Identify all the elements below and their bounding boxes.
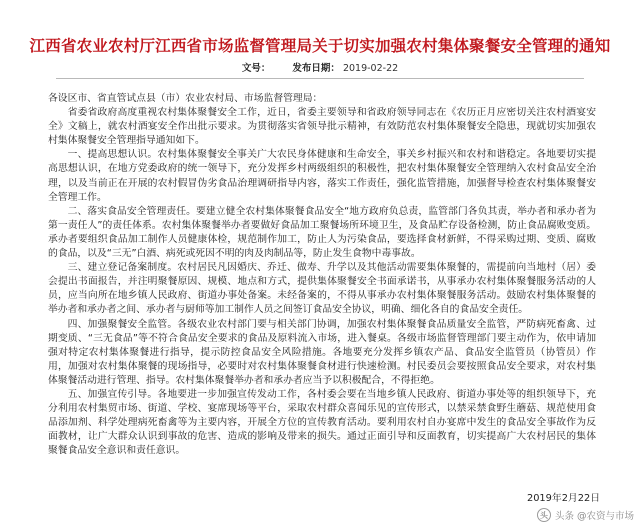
- date-value: 2019-02-22: [342, 63, 399, 74]
- date-label: 发布日期：: [292, 63, 340, 74]
- document-meta: [0, 60, 640, 74]
- paragraph-4: 四、加强聚餐安全监管。各级农业农村部门要与相关部门协调，加强农村集体聚餐食品质量安全监管，严防病死畜禽、过期变质、“三无食品”等不符合食品安全要求的食品及原料流入市场，进入餐桌。各级市场监督管理部门要主动作为，依申请加强对特定农村集体聚餐进行指导，提示防控食品安全风险措施。各地要充分发挥乡镇农产品、食品安全监管员（协管员）作用，加强对农村集体聚餐的现场指导，必要时对农村集体聚餐食材进行快速检测。村民委员会要按照食品安全要求，对农村集体聚餐活动进行管理、指导。农村集体聚餐举办者和承办者应当予以积极配合，不得拒绝。: [48, 318, 596, 386]
- watermark-text: 头条 @农资与市场: [554, 511, 634, 522]
- paragraph-5: 五、加强宣传引导。各地要进一步加强宣传发动工作，各村委会要在当地乡镇人民政府、街道办事处等的组织领导下，充分利用农村集贸市场、街道、学校、宴席现场等平台，采取农村群众喜闻乐见的宣传形式，以禁采禁食野生蘑菇、规范使用食品添加剂、科学处理病死畜禽等为主要内容，开展全方位的宣传教育活动。要利用农村自办宴席中发生的食品安全事故作为反面教材，让广大群众认识到事故的危害、造成的影响及带来的损失。通过正面引导和反面教育，切实提高广大农村居民的集体聚餐食品安全意识和责任意识。: [48, 388, 596, 457]
- footer-date: 2019年2月22日: [526, 493, 600, 504]
- paragraph-intro: 省委省政府高度重视农村集体聚餐安全工作，近日，省委主要领导和省政府领导同志在《农历正月应密切关注农村酒宴安全》文稿上，就农村酒宴安全作出批示要求。为贯彻落实省领导批示精神，有效防范农村集体聚餐安全隐患，现就切实加强农村集体聚餐安全管理指导通知如下。: [48, 107, 596, 147]
- title-divider: [56, 78, 584, 79]
- toutiao-logo-icon: 头: [537, 508, 551, 522]
- docno-label: 文号：: [241, 63, 271, 74]
- addressee: 各设区市、省直管试点县（市）农业农村局、市场监督管理局：: [48, 93, 323, 104]
- paragraph-3: 三、建立登记备案制度。农村居民凡因婚庆、乔迁、做寿、升学以及其他活动需要集体聚餐的，需提前向当地村（居）委会提出书面报告，并注明聚餐原因、规模、地点和方式，提供集体聚餐安全书面承诺书，从事承办农村集体聚餐服务活动的人员，应当向所在地乡镇人民政府、街道办事处备案。未经备案的，不得从事承办农村集体聚餐服务活动。鼓励农村集体聚餐的举办者和承办者之间、承办者与厨师等加工制作人员之间签订食品安全协议，明确、细化各自的食品安全责任。: [48, 262, 596, 316]
- document-body: [48, 92, 596, 458]
- document-title: 江西省农业农村厅江西省市场监督管理局关于切实加强农村集体聚餐安全管理的通知: [29, 37, 611, 55]
- watermark: [537, 508, 634, 522]
- paragraph-1: 一、提高思想认识。农村集体聚餐安全事关广大农民身体健康和生命安全，事关乡村振兴和农村和谐稳定。各地要切实提高思想认识，在地方党委政府的统一领导下，充分发挥乡村两级组织的积极性，把农村集体聚餐安全管理纳入农村食品安全治理，以及当前正在开展的农村假冒伪劣食品治理调研指导内容，落实工作责任，强化监管措施，加强督导检查农村集体聚餐安全管理工作。: [48, 149, 596, 203]
- paragraph-2: 二、落实食品安全管理责任。要建立健全农村集体聚餐食品安全“地方政府负总责，监管部门各负其责，举办者和承办者为第一责任人”的责任体系。农村集体聚餐举办者要做好食品加工聚餐场所环境卫生，及食品贮存设备检测，防止食品腐败变质。承办者要组织食品加工制作人员健康体检，规范制作加工，防止人为污染食品，要选择食材新鲜，不得采购过期、变质、腐败的食品，以及“三无”白酒、病死或死因不明的肉及肉制品等，防止发生食物中毒事故。: [48, 205, 596, 260]
